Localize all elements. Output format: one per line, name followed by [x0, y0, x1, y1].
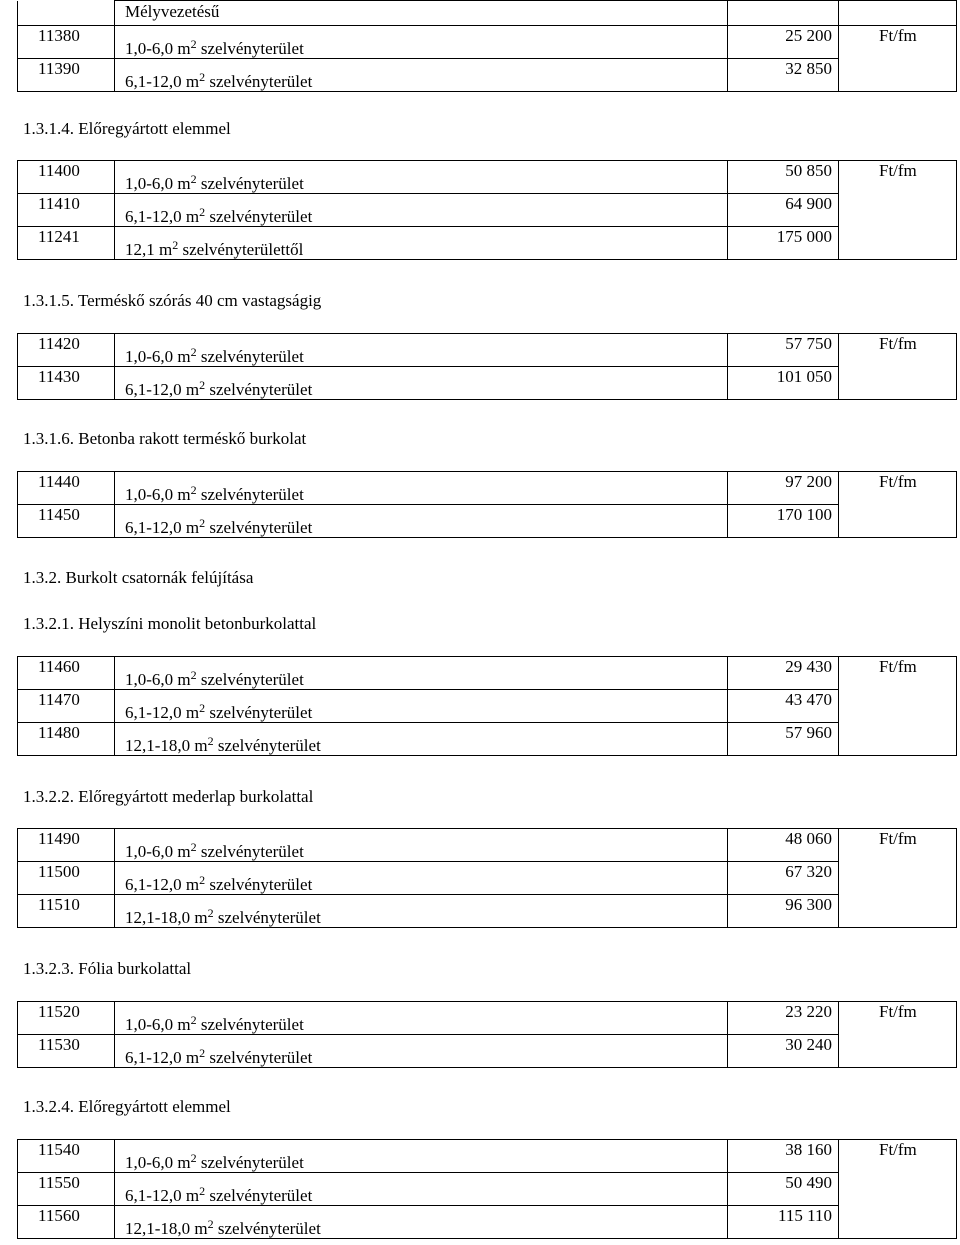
item-code-cell — [18, 1140, 115, 1173]
unit-label: Ft/fm — [879, 1002, 917, 1021]
section-heading: 1.3.1.6. Betonba rakott terméskő burkolat — [23, 429, 307, 448]
item-code: 11390 — [38, 59, 80, 78]
description-text: szelvényterület — [196, 1153, 304, 1172]
item-code-cell — [18, 895, 115, 928]
price-table — [17, 333, 957, 400]
superscript: 2 — [207, 1217, 214, 1231]
description-range: 12,1-18,0 m — [125, 1219, 208, 1238]
item-code-cell — [18, 1206, 115, 1239]
price-cell — [728, 367, 839, 400]
item-description-cell — [115, 334, 728, 367]
description-text: szelvényterület — [196, 485, 304, 504]
price-value: 96 300 — [785, 895, 832, 914]
item-description-cell — [115, 59, 728, 92]
price-cell — [728, 227, 839, 260]
item-description-cell — [115, 1173, 728, 1206]
item-code: 11410 — [38, 194, 80, 213]
table-row — [18, 59, 957, 92]
table-row — [18, 723, 957, 756]
superscript: 2 — [190, 172, 197, 186]
item-code-cell — [18, 59, 115, 92]
item-code: 11430 — [38, 367, 80, 386]
empty-cell — [18, 1, 115, 26]
price-table — [17, 828, 957, 928]
unit-cell — [839, 334, 957, 400]
table-row — [18, 505, 957, 538]
description-text: szelvényterület — [196, 174, 304, 193]
price-cell — [728, 334, 839, 367]
table-row — [18, 690, 957, 723]
description-range: 6,1-12,0 m — [125, 1048, 200, 1067]
item-code: 11520 — [38, 1002, 80, 1021]
table-row — [18, 1173, 957, 1206]
superscript: 2 — [199, 701, 206, 715]
item-code: 11400 — [38, 161, 80, 180]
item-code: 11560 — [38, 1206, 80, 1225]
item-description — [125, 1013, 304, 1035]
superscript: 2 — [190, 37, 197, 51]
item-description-cell — [115, 505, 728, 538]
item-code-cell — [18, 829, 115, 862]
section-heading: 1.3.2. Burkolt csatornák felújítása — [23, 568, 254, 587]
item-code-cell — [18, 472, 115, 505]
price-value: 67 320 — [785, 862, 832, 881]
price-table — [17, 1001, 957, 1068]
table-row — [18, 1206, 957, 1239]
section-heading: 1.3.1.5. Terméskő szórás 40 cm vastagságig — [23, 291, 322, 310]
price-cell — [728, 505, 839, 538]
item-description — [125, 238, 303, 260]
item-description — [125, 1184, 312, 1206]
price-cell — [728, 862, 839, 895]
price-cell — [728, 472, 839, 505]
description-text: szelvényterület — [205, 1186, 313, 1205]
item-code: 11241 — [38, 227, 80, 246]
item-description — [125, 1217, 321, 1239]
unit-cell — [839, 161, 957, 260]
superscript: 2 — [199, 516, 206, 530]
item-description — [125, 37, 304, 59]
table-row — [18, 161, 957, 194]
unit-cell — [839, 472, 957, 538]
price-value: 50 490 — [785, 1173, 832, 1192]
item-description — [125, 840, 304, 862]
superscript: 2 — [190, 1151, 197, 1165]
price-cell — [728, 161, 839, 194]
price-value: 48 060 — [785, 829, 832, 848]
item-code: 11440 — [38, 472, 80, 491]
superscript: 2 — [207, 734, 214, 748]
description-range: 1,0-6,0 m — [125, 347, 191, 366]
item-description — [125, 873, 312, 895]
price-value: 30 240 — [785, 1035, 832, 1054]
price-cell — [728, 829, 839, 862]
superscript: 2 — [190, 345, 197, 359]
description-text: szelvényterület — [196, 842, 304, 861]
table-row — [18, 194, 957, 227]
description-range: 12,1-18,0 m — [125, 908, 208, 927]
unit-cell — [839, 1002, 957, 1068]
item-code-cell — [18, 161, 115, 194]
group-title-row — [18, 1, 957, 26]
price-value: 175 000 — [776, 227, 832, 246]
item-description-cell — [115, 1140, 728, 1173]
item-description — [125, 172, 304, 194]
section-heading: 1.3.2.1. Helyszíni monolit betonburkolattal — [23, 614, 317, 633]
price-value: 38 160 — [785, 1140, 832, 1159]
table-row — [18, 26, 957, 59]
unit-label: Ft/fm — [879, 829, 917, 848]
price-cell — [728, 1173, 839, 1206]
item-description — [125, 70, 312, 92]
description-range: 6,1-12,0 m — [125, 1186, 200, 1205]
superscript: 2 — [190, 840, 197, 854]
item-code: 11470 — [38, 690, 80, 709]
superscript: 2 — [199, 1184, 206, 1198]
section-heading: 1.3.2.3. Fólia burkolattal — [23, 959, 192, 978]
superscript: 2 — [199, 70, 206, 84]
table-row — [18, 1002, 957, 1035]
item-code-cell — [18, 334, 115, 367]
unit-label: Ft/fm — [879, 334, 917, 353]
price-table — [17, 160, 957, 260]
description-range: 12,1 m — [125, 240, 173, 259]
price-value: 57 750 — [785, 334, 832, 353]
item-code: 11460 — [38, 657, 80, 676]
price-value: 23 220 — [785, 1002, 832, 1021]
price-value: 43 470 — [785, 690, 832, 709]
description-text: szelvényterület — [213, 1219, 321, 1238]
item-code-cell — [18, 505, 115, 538]
item-code: 11480 — [38, 723, 80, 742]
item-code: 11420 — [38, 334, 80, 353]
item-description-cell — [115, 895, 728, 928]
price-value: 50 850 — [785, 161, 832, 180]
description-range: 6,1-12,0 m — [125, 207, 200, 226]
description-range: 1,0-6,0 m — [125, 174, 191, 193]
description-range: 6,1-12,0 m — [125, 380, 200, 399]
unit-cell — [839, 1140, 957, 1239]
item-code-cell — [18, 723, 115, 756]
section-heading: 1.3.1.4. Előregyártott elemmel — [23, 119, 231, 138]
item-description — [125, 1046, 312, 1068]
superscript: 2 — [199, 1046, 206, 1060]
price-cell — [728, 1035, 839, 1068]
item-code: 11510 — [38, 895, 80, 914]
description-range: 1,0-6,0 m — [125, 670, 191, 689]
unit-cell — [839, 829, 957, 928]
description-range: 1,0-6,0 m — [125, 1015, 191, 1034]
item-description — [125, 734, 321, 756]
item-description-cell — [115, 862, 728, 895]
unit-label: Ft/fm — [879, 1140, 917, 1159]
item-code: 11530 — [38, 1035, 80, 1054]
price-cell — [728, 26, 839, 59]
table-row — [18, 367, 957, 400]
item-code: 11550 — [38, 1173, 80, 1192]
item-code-cell — [18, 26, 115, 59]
item-description — [125, 345, 304, 367]
unit-cell — [839, 657, 957, 756]
superscript: 2 — [190, 483, 197, 497]
superscript: 2 — [190, 1013, 197, 1027]
item-description-cell — [115, 690, 728, 723]
price-value: 64 900 — [785, 194, 832, 213]
price-cell — [728, 1140, 839, 1173]
price-cell — [728, 723, 839, 756]
item-code-cell — [18, 227, 115, 260]
price-value: 25 200 — [785, 26, 832, 45]
table-row — [18, 829, 957, 862]
item-code-cell — [18, 194, 115, 227]
table-row — [18, 862, 957, 895]
description-text: szelvényterület — [196, 347, 304, 366]
superscript: 2 — [199, 205, 206, 219]
item-code: 11490 — [38, 829, 80, 848]
unit-cell — [839, 26, 957, 92]
description-text: szelvényterülettől — [178, 240, 304, 259]
price-value: 57 960 — [785, 723, 832, 742]
price-cell — [728, 1002, 839, 1035]
unit-label: Ft/fm — [879, 657, 917, 676]
item-description-cell — [115, 723, 728, 756]
table-row — [18, 472, 957, 505]
item-description — [125, 701, 312, 723]
price-cell — [728, 657, 839, 690]
unit-label: Ft/fm — [879, 26, 917, 45]
item-code-cell — [18, 367, 115, 400]
description-range: 1,0-6,0 m — [125, 1153, 191, 1172]
item-code-cell — [18, 690, 115, 723]
description-text: szelvényterület — [196, 39, 304, 58]
description-text: szelvényterület — [205, 703, 313, 722]
item-code: 11540 — [38, 1140, 80, 1159]
item-description-cell — [115, 367, 728, 400]
description-text: szelvényterület — [205, 207, 313, 226]
description-range: 6,1-12,0 m — [125, 518, 200, 537]
description-text: szelvényterület — [196, 670, 304, 689]
description-text: szelvényterület — [205, 518, 313, 537]
item-code-cell — [18, 1002, 115, 1035]
item-description-cell — [115, 472, 728, 505]
price-cell — [728, 690, 839, 723]
item-description-cell — [115, 1206, 728, 1239]
item-description — [125, 516, 312, 538]
item-description-cell — [115, 26, 728, 59]
price-cell — [728, 59, 839, 92]
price-value: 101 050 — [776, 367, 832, 386]
price-value: 29 430 — [785, 657, 832, 676]
superscript: 2 — [207, 906, 214, 920]
item-description — [125, 1151, 304, 1173]
empty-cell — [115, 1, 728, 26]
item-code: 11450 — [38, 505, 80, 524]
table-row — [18, 334, 957, 367]
price-value: 97 200 — [785, 472, 832, 491]
superscript: 2 — [199, 378, 206, 392]
table-row — [18, 227, 957, 260]
unit-label: Ft/fm — [879, 161, 917, 180]
item-description-cell — [115, 161, 728, 194]
table-row — [18, 1035, 957, 1068]
price-table — [17, 0, 957, 92]
description-range: 6,1-12,0 m — [125, 875, 200, 894]
price-table — [17, 471, 957, 538]
description-range: 1,0-6,0 m — [125, 39, 191, 58]
description-text: szelvényterület — [205, 380, 313, 399]
item-code-cell — [18, 1173, 115, 1206]
description-range: 1,0-6,0 m — [125, 485, 191, 504]
empty-cell — [839, 1, 957, 26]
item-description-cell — [115, 1002, 728, 1035]
description-text: szelvényterület — [205, 72, 313, 91]
price-cell — [728, 194, 839, 227]
superscript: 2 — [190, 668, 197, 682]
item-description — [125, 378, 312, 400]
superscript: 2 — [199, 873, 206, 887]
table-row — [18, 1140, 957, 1173]
group-title: Mélyvezetésű — [125, 2, 220, 21]
description-text: szelvényterület — [213, 736, 321, 755]
description-range: 6,1-12,0 m — [125, 703, 200, 722]
item-description — [125, 668, 304, 690]
description-range: 1,0-6,0 m — [125, 842, 191, 861]
price-cell — [728, 1206, 839, 1239]
item-description-cell — [115, 194, 728, 227]
item-description-cell — [115, 829, 728, 862]
table-row — [18, 895, 957, 928]
item-code-cell — [18, 657, 115, 690]
price-value: 170 100 — [776, 505, 832, 524]
section-heading: 1.3.2.4. Előregyártott elemmel — [23, 1097, 231, 1116]
item-description-cell — [115, 227, 728, 260]
price-table — [17, 1139, 957, 1239]
item-description-cell — [115, 1035, 728, 1068]
price-table — [17, 656, 957, 756]
price-cell — [728, 895, 839, 928]
section-heading: 1.3.2.2. Előregyártott mederlap burkolattal — [23, 787, 314, 806]
item-code: 11500 — [38, 862, 80, 881]
unit-label: Ft/fm — [879, 472, 917, 491]
description-range: 6,1-12,0 m — [125, 72, 200, 91]
superscript: 2 — [172, 238, 179, 252]
description-text: szelvényterület — [205, 875, 313, 894]
empty-cell — [728, 1, 839, 26]
price-value: 115 110 — [778, 1206, 832, 1225]
item-description — [125, 906, 321, 928]
price-value: 32 850 — [785, 59, 832, 78]
item-description-cell — [115, 657, 728, 690]
item-description — [125, 205, 312, 227]
description-text: szelvényterület — [205, 1048, 313, 1067]
item-code: 11380 — [38, 26, 80, 45]
item-code-cell — [18, 1035, 115, 1068]
item-code-cell — [18, 862, 115, 895]
table-row — [18, 657, 957, 690]
description-text: szelvényterület — [196, 1015, 304, 1034]
item-description — [125, 483, 304, 505]
description-text: szelvényterület — [213, 908, 321, 927]
description-range: 12,1-18,0 m — [125, 736, 208, 755]
